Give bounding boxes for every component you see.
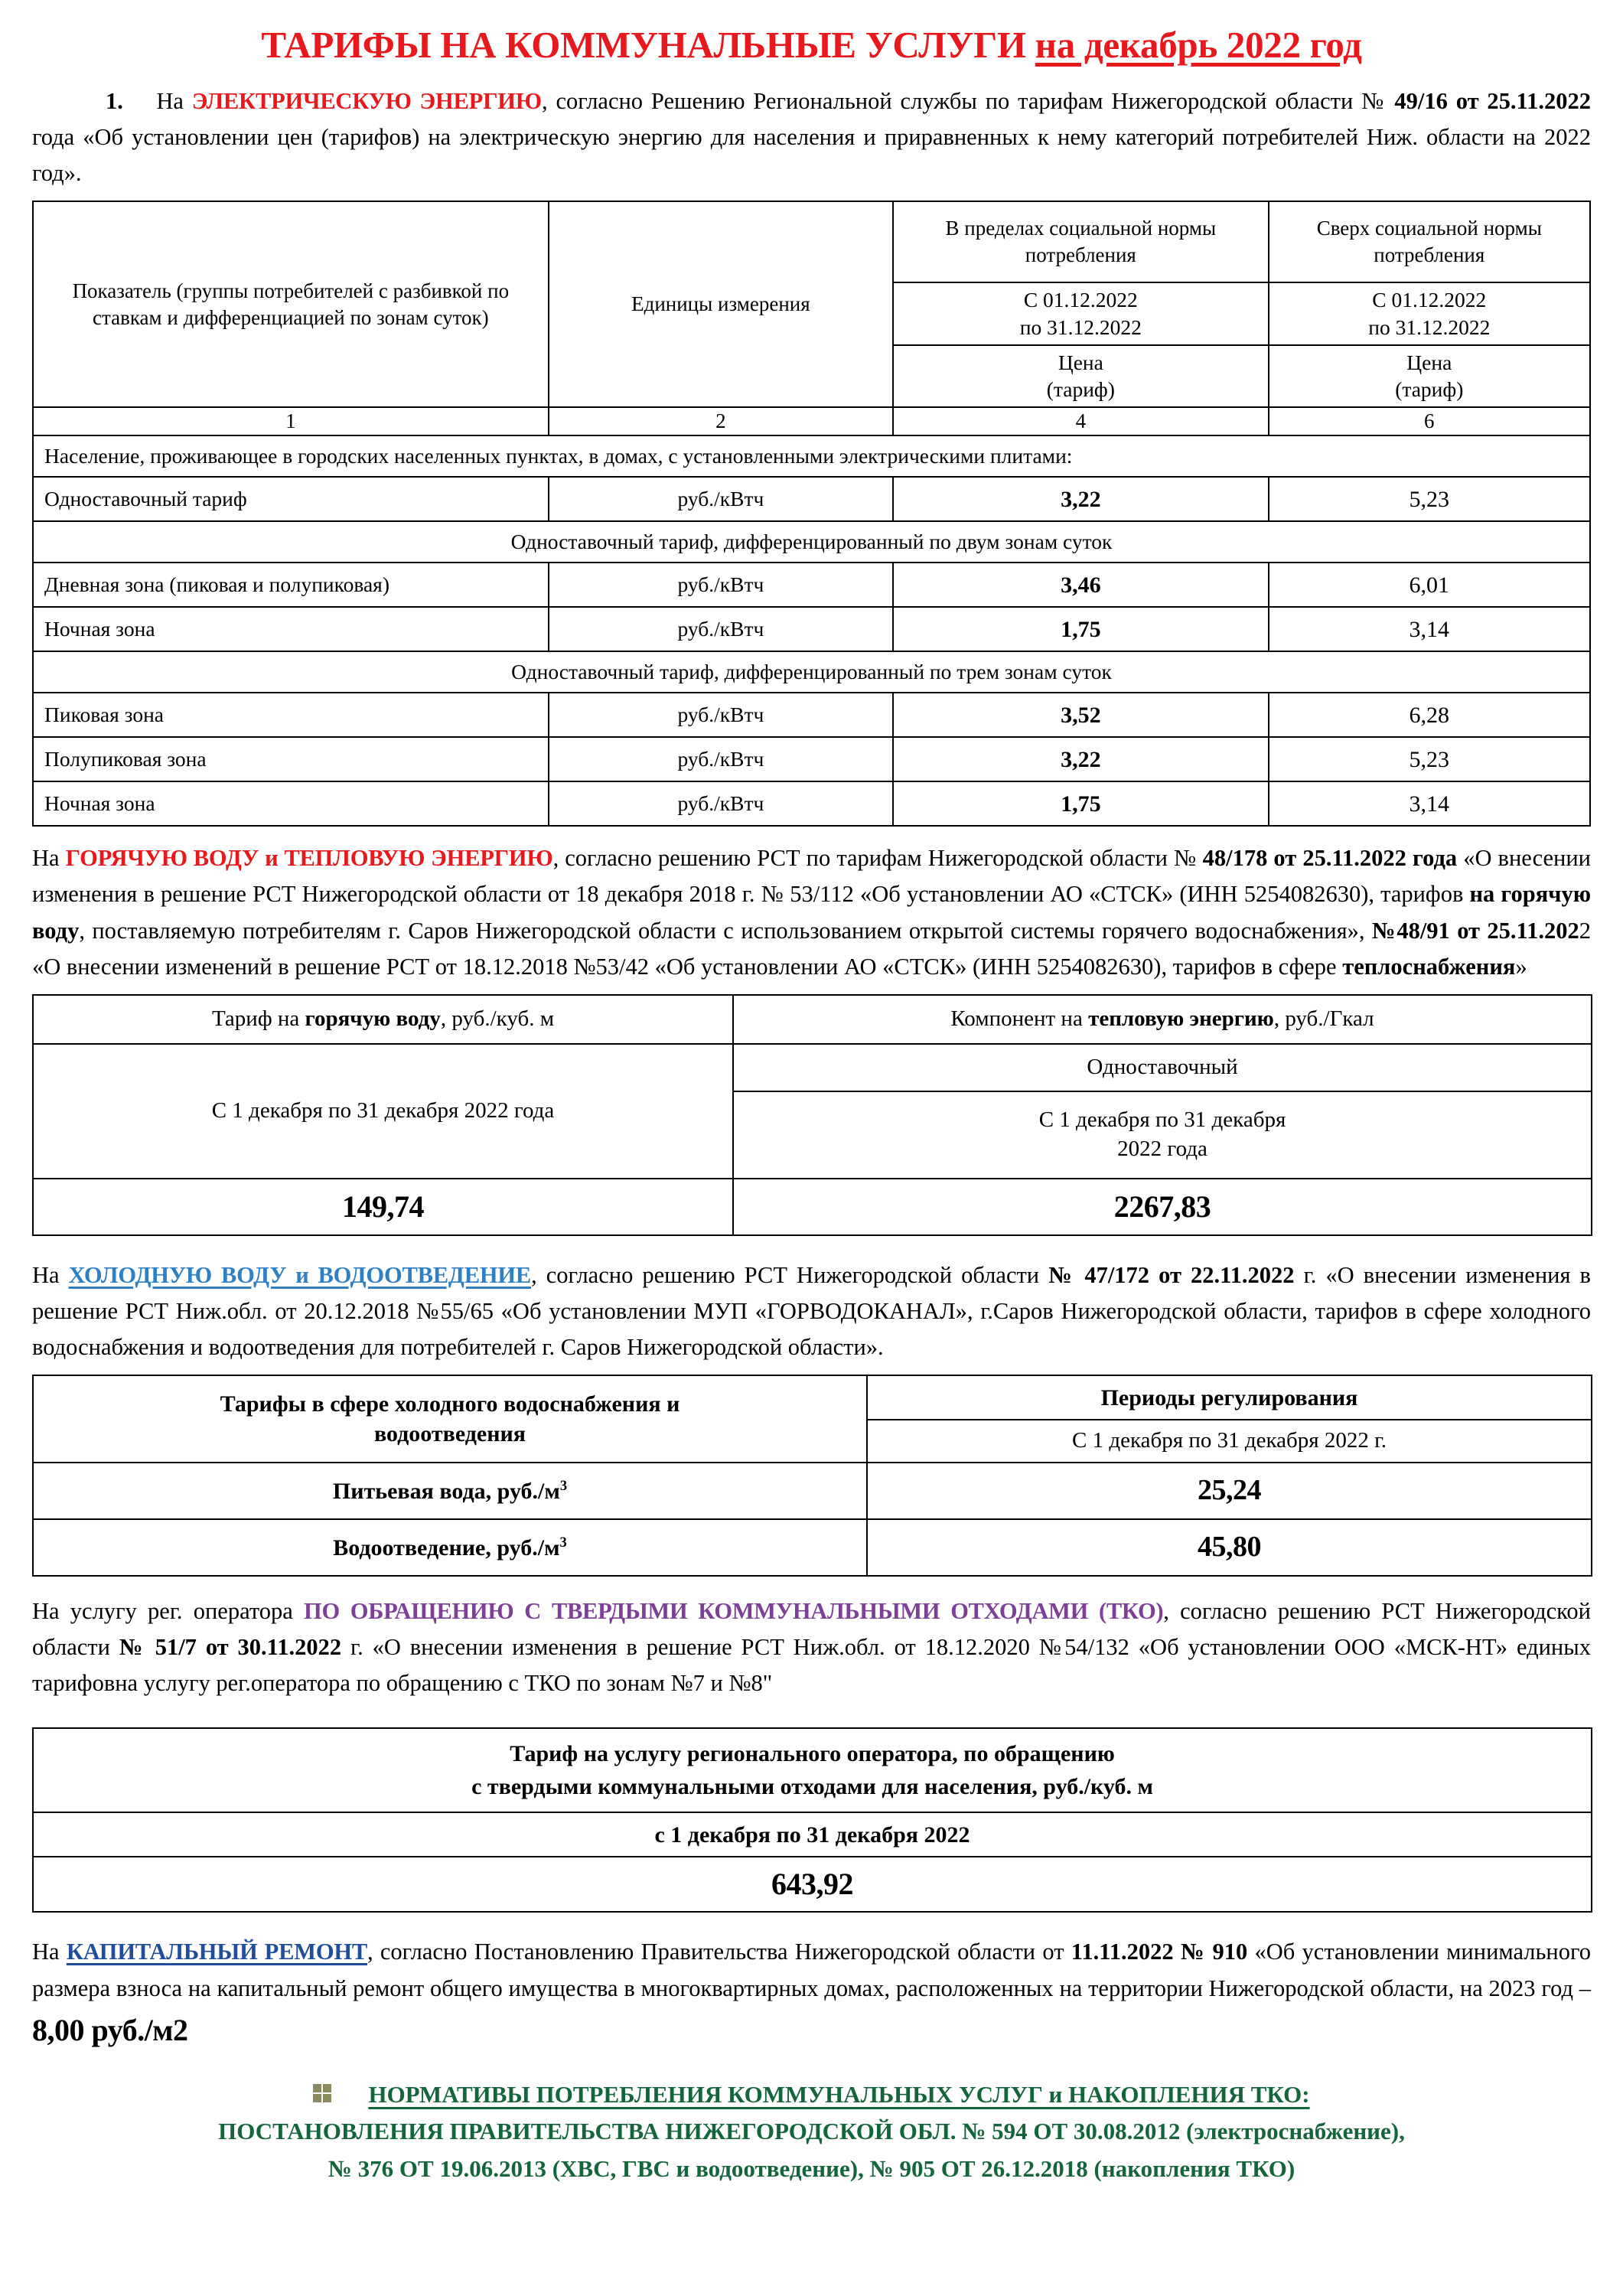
footer-norms-block: [32, 2076, 1591, 2187]
electricity-heading: ЭЛЕКТРИЧЕСКУЮ ЭНЕРГИЮ: [191, 87, 542, 114]
header-cell-waste-operator-tariff: [33, 1728, 1592, 1812]
electricity-tariff-table: [32, 201, 1591, 827]
column-number-1: 1: [33, 407, 549, 435]
table-values-row: [33, 1857, 1592, 1912]
table-header-row: [33, 995, 1592, 1044]
cold-water-text-b: г. «О внесении изменения в решение РСТ Ниж.обл. от 20.12.2018 №55/65 «Об установлении МУП «ГОРВОДОКАНАЛ», г.Саров Нижегородской области, тарифов в сфере холодного водоснабжения и водоотведения для потребителей г. Саров Нижегородской области».: [32, 1261, 1591, 1360]
header-cell-units: Единицы измерения: [549, 201, 893, 407]
footer-line-2: ПОСТАНОВЛЕНИЯ ПРАВИТЕЛЬСТВА НИЖЕГОРОДСКОЙ ОБЛ. № 594 ОТ 30.08.2012 (электроснабжение),: [218, 2118, 1405, 2145]
hot-water-text-a: , согласно решению РСТ по тарифам Нижегородской области №: [552, 845, 1203, 872]
drinking-water-label: Питьевая вода, руб./м: [332, 1478, 560, 1504]
row-value-above: 3,14: [1269, 781, 1590, 826]
capital-repair-text-b: «Об установлении минимального размера взноса на капитальный ремонт общего имущества в многоквартирных домах, расположенных на территории Нижегородской области, на 2023 год –: [32, 1939, 1591, 2001]
row-value-within: 3,52: [893, 693, 1268, 737]
cw-head-line2: водоотведения: [373, 1421, 526, 1447]
header-price-above: [1269, 345, 1590, 408]
table-row: [33, 1044, 1592, 1091]
waste-period: с 1 декабря по 31 декабря 2022: [33, 1812, 1592, 1857]
electricity-intro-paragraph: [32, 83, 1591, 191]
row-label: Пиковая зона: [33, 693, 549, 737]
table-row: [33, 1463, 1592, 1519]
capital-repair-heading: КАПИТАЛЬНЫЙ РЕМОНТ: [66, 1939, 368, 1965]
row-unit: руб./кВтч: [549, 737, 893, 781]
row-value-drinking-water: 25,24: [867, 1463, 1592, 1519]
row-label-wastewater: [33, 1519, 867, 1576]
footer-line-3: № 376 ОТ 19.06.2013 (ХВС, ГВС и водоотведение), № 905 ОТ 26.12.2018 (накопления ТКО): [328, 2154, 1295, 2182]
table-row: [33, 781, 1590, 826]
drinking-water-unit-sup: 3: [559, 1477, 568, 1494]
table-header-row: [33, 1375, 1592, 1420]
cold-water-period: С 1 декабря по 31 декабря 2022 г.: [867, 1420, 1592, 1463]
table-row: [33, 477, 1590, 521]
table-row: [33, 737, 1590, 781]
title-main: ТАРИФЫ НА КОММУНАЛЬНЫЕ УСЛУГИ: [261, 24, 1026, 66]
subsection-title-three-zones: Одноставочный тариф, дифференцированный по трем зонам суток: [33, 651, 1590, 693]
waste-intro-paragraph: [32, 1593, 1591, 1701]
row-label: Ночная зона: [33, 607, 549, 651]
table-row: [33, 693, 1590, 737]
cold-water-tariff-table: [32, 1375, 1592, 1577]
period-from-within: С 01.12.2022: [1023, 288, 1138, 312]
row-value-above: 3,14: [1269, 607, 1590, 651]
cw-head-line1: Тарифы в сфере холодного водоснабжения и: [220, 1391, 680, 1417]
header-cell-hot-water-tariff: [33, 995, 733, 1044]
column-number-4: 4: [893, 407, 1268, 435]
hot-water-text-b: «О внесении изменения в решение РСТ Нижегородской области от 18 декабря 2018 г. № 53/112 «Об установлении АО «СТСК» (ИНН 5254082630), тарифов: [32, 845, 1591, 908]
waste-value: 643,92: [33, 1857, 1592, 1912]
row-unit: руб./кВтч: [549, 781, 893, 826]
table-header-row: [33, 201, 1590, 282]
hw-head-left-a: Тариф на: [211, 1006, 305, 1031]
hot-water-bold-1: на горячую воду: [32, 881, 1591, 944]
header-cell-within-norm: В пределах социальной нормы потребления: [893, 201, 1268, 282]
hot-water-period: С 1 декабря по 31 декабря 2022 года: [33, 1044, 733, 1179]
waste-text-b: г. «О внесении изменения в решение РСТ Ниж.обл. от 18.12.2020 №54/132 «Об установлении ООО «МСК-НТ» единых тарифовна услугу рег.оператора по обращению с ТКО по зонам №7 и №8": [32, 1634, 1591, 1697]
electricity-text-a: , согласно Решению Региональной службы по тарифам Нижегородской области №: [541, 87, 1395, 114]
cold-water-text-a: , согласно решению РСТ Нижегородской области: [531, 1261, 1049, 1288]
row-label-drinking-water: [33, 1463, 867, 1519]
row-value-within: 3,22: [893, 477, 1268, 521]
heat-period-line1: С 1 декабря по 31 декабря: [1038, 1107, 1286, 1133]
row-unit: руб./кВтч: [549, 477, 893, 521]
header-period-within: [893, 282, 1268, 345]
hot-water-lead-in: На: [32, 845, 66, 872]
grid-squares-icon: [313, 2084, 333, 2104]
hot-water-text-d: 2 «О внесении изменений в решение РСТ от 18.12.2018 №53/42 «Об установлении АО «СТСК» (ИНН 5254082630), тарифов в сфере: [32, 917, 1591, 980]
row-value-within: 1,75: [893, 607, 1268, 651]
cold-water-heading: ХОЛОДНУЮ ВОДУ и ВОДООТВЕДЕНИЕ: [68, 1261, 532, 1288]
hw-head-left-b: горячую воду: [305, 1006, 441, 1031]
table-column-numbers-row: [33, 407, 1590, 435]
header-cell-regulation-periods: Периоды регулирования: [867, 1375, 1592, 1420]
row-value-within: 3,22: [893, 737, 1268, 781]
row-value-within: 3,46: [893, 563, 1268, 607]
table-values-row: [33, 1179, 1592, 1235]
row-value-wastewater: 45,80: [867, 1519, 1592, 1576]
waste-heading: ПО ОБРАЩЕНИЮ С ТВЕРДЫМИ КОММУНАЛЬНЫМИ ОТХОДАМИ (ТКО): [304, 1598, 1164, 1625]
row-label: Ночная зона: [33, 781, 549, 826]
electricity-item-number: 1.: [106, 87, 123, 114]
cold-water-lead-in: На: [32, 1261, 69, 1288]
hw-head-right-a: Компонент на: [950, 1006, 1089, 1031]
row-unit: руб./кВтч: [549, 563, 893, 607]
title-period: на декабрь 2022 год: [1035, 24, 1362, 66]
cold-water-decision: № 47/172 от 22.11.2022: [1048, 1261, 1295, 1288]
table-subsection-row: [33, 521, 1590, 563]
row-unit: руб./кВтч: [549, 607, 893, 651]
price-label-within: Цена: [1058, 350, 1103, 374]
header-cell-indicator: Показатель (группы потребителей с разбивкой по ставкам и дифференциацией по зонам суток): [33, 201, 549, 407]
header-cell-above-norm: Сверх социальной нормы потребления: [1269, 201, 1590, 282]
hot-water-intro-paragraph: [32, 840, 1591, 984]
table-header-row: [33, 1728, 1592, 1812]
electricity-text-b: года «Об установлении цен (тарифов) на электрическую энергию для населения и приравненных к нему категорий потребителей Ниж. области на 2022 год».: [32, 123, 1591, 187]
section-title-population: Население, проживающее в городских населенных пунктах, в домах, с установленными электрическими плитами:: [33, 435, 1590, 477]
hot-water-heading: ГОРЯЧУЮ ВОДУ и ТЕПЛОВУЮ ЭНЕРГИЮ: [65, 845, 553, 872]
waste-lead-in: На услугу рег. оператора: [32, 1598, 305, 1625]
price-label-above: Цена: [1406, 350, 1452, 374]
capital-repair-paragraph: [32, 1934, 1591, 2053]
capital-repair-value: 8,00 руб./м2: [32, 2012, 188, 2047]
row-value-above: 6,28: [1269, 693, 1590, 737]
electricity-decision-number: 49/16 от 25.11.2022: [1394, 87, 1591, 114]
row-unit: руб./кВтч: [549, 693, 893, 737]
tariff-label-above: (тариф): [1395, 377, 1464, 402]
row-label: Полупиковая зона: [33, 737, 549, 781]
row-value-above: 6,01: [1269, 563, 1590, 607]
hot-water-value: 149,74: [33, 1179, 733, 1235]
table-period-row: [33, 1812, 1592, 1857]
cold-water-intro-paragraph: [32, 1257, 1591, 1365]
table-section-title-row: [33, 435, 1590, 477]
row-label: Одноставочный тариф: [33, 477, 549, 521]
period-from-above: С 01.12.2022: [1372, 288, 1487, 312]
table-subsection-row: [33, 651, 1590, 693]
heat-tariff-kind: Одноставочный: [733, 1044, 1592, 1091]
heat-period-line2: 2022 года: [1117, 1136, 1207, 1161]
hot-water-tariff-table: [32, 994, 1592, 1236]
electricity-lead-in: На: [156, 87, 184, 114]
footer-title: НОРМАТИВЫ ПОТРЕБЛЕНИЯ КОММУНАЛЬНЫХ УСЛУГ и НАКОПЛЕНИЯ ТКО:: [368, 2081, 1310, 2108]
waste-text-a: , согласно решению РСТ Нижегородской области: [32, 1598, 1591, 1661]
table-row: [33, 607, 1590, 651]
column-number-2: 2: [549, 407, 893, 435]
period-to-above: по 31.12.2022: [1368, 315, 1491, 339]
header-cell-cold-water-sphere: [33, 1375, 867, 1463]
row-value-above: 5,23: [1269, 477, 1590, 521]
capital-repair-text-a: , согласно Постановлению Правительства Нижегородской области от: [367, 1939, 1071, 1965]
wastewater-unit-sup: 3: [559, 1534, 567, 1551]
row-value-within: 1,75: [893, 781, 1268, 826]
tko-head-line2: с твердыми коммунальными отходами для населения, руб./куб. м: [471, 1774, 1153, 1800]
subsection-title-two-zones: Одноставочный тариф, дифференцированный по двум зонам суток: [33, 521, 1590, 563]
hot-water-bold-2: теплоснабжения: [1342, 953, 1516, 980]
table-row: [33, 563, 1590, 607]
heat-period: [733, 1091, 1592, 1179]
row-value-above: 5,23: [1269, 737, 1590, 781]
hot-water-decision-2: №48/91 от 25.11.202: [1371, 917, 1579, 944]
waste-decision: № 51/7 от 30.11.2022: [119, 1634, 342, 1661]
hw-head-right-c: , руб./Гкал: [1273, 1006, 1374, 1031]
wastewater-label: Водоотведение, руб./м: [333, 1534, 560, 1561]
page-title: [32, 0, 1591, 67]
hw-head-right-b: тепловую энергию: [1088, 1006, 1274, 1031]
row-label: Дневная зона (пиковая и полупиковая): [33, 563, 549, 607]
hw-head-left-c: , руб./куб. м: [440, 1006, 555, 1031]
capital-repair-decision: 11.11.2022 № 910: [1071, 1939, 1248, 1965]
period-to-within: по 31.12.2022: [1019, 315, 1142, 339]
header-cell-heat-component: [733, 995, 1592, 1044]
heat-energy-value: 2267,83: [733, 1179, 1592, 1235]
tko-head-line1: Тариф на услугу регионального оператора, по обращению: [510, 1740, 1115, 1766]
column-number-6: 6: [1269, 407, 1590, 435]
hot-water-text-c: , поставляемую потребителям г. Саров Нижегородской области с использованием открытой системы горячего водоснабжения»,: [79, 917, 1372, 944]
hot-water-text-e: »: [1515, 953, 1527, 980]
header-price-within: [893, 345, 1268, 408]
hot-water-decision-1: 48/178 от 25.11.2022 года: [1202, 845, 1458, 872]
tariff-label-within: (тариф): [1046, 377, 1115, 402]
header-period-above: [1269, 282, 1590, 345]
waste-tariff-table: [32, 1727, 1592, 1913]
table-row: [33, 1519, 1592, 1576]
capital-repair-lead-in: На: [32, 1939, 67, 1965]
footer-line-1: [32, 2076, 1591, 2113]
